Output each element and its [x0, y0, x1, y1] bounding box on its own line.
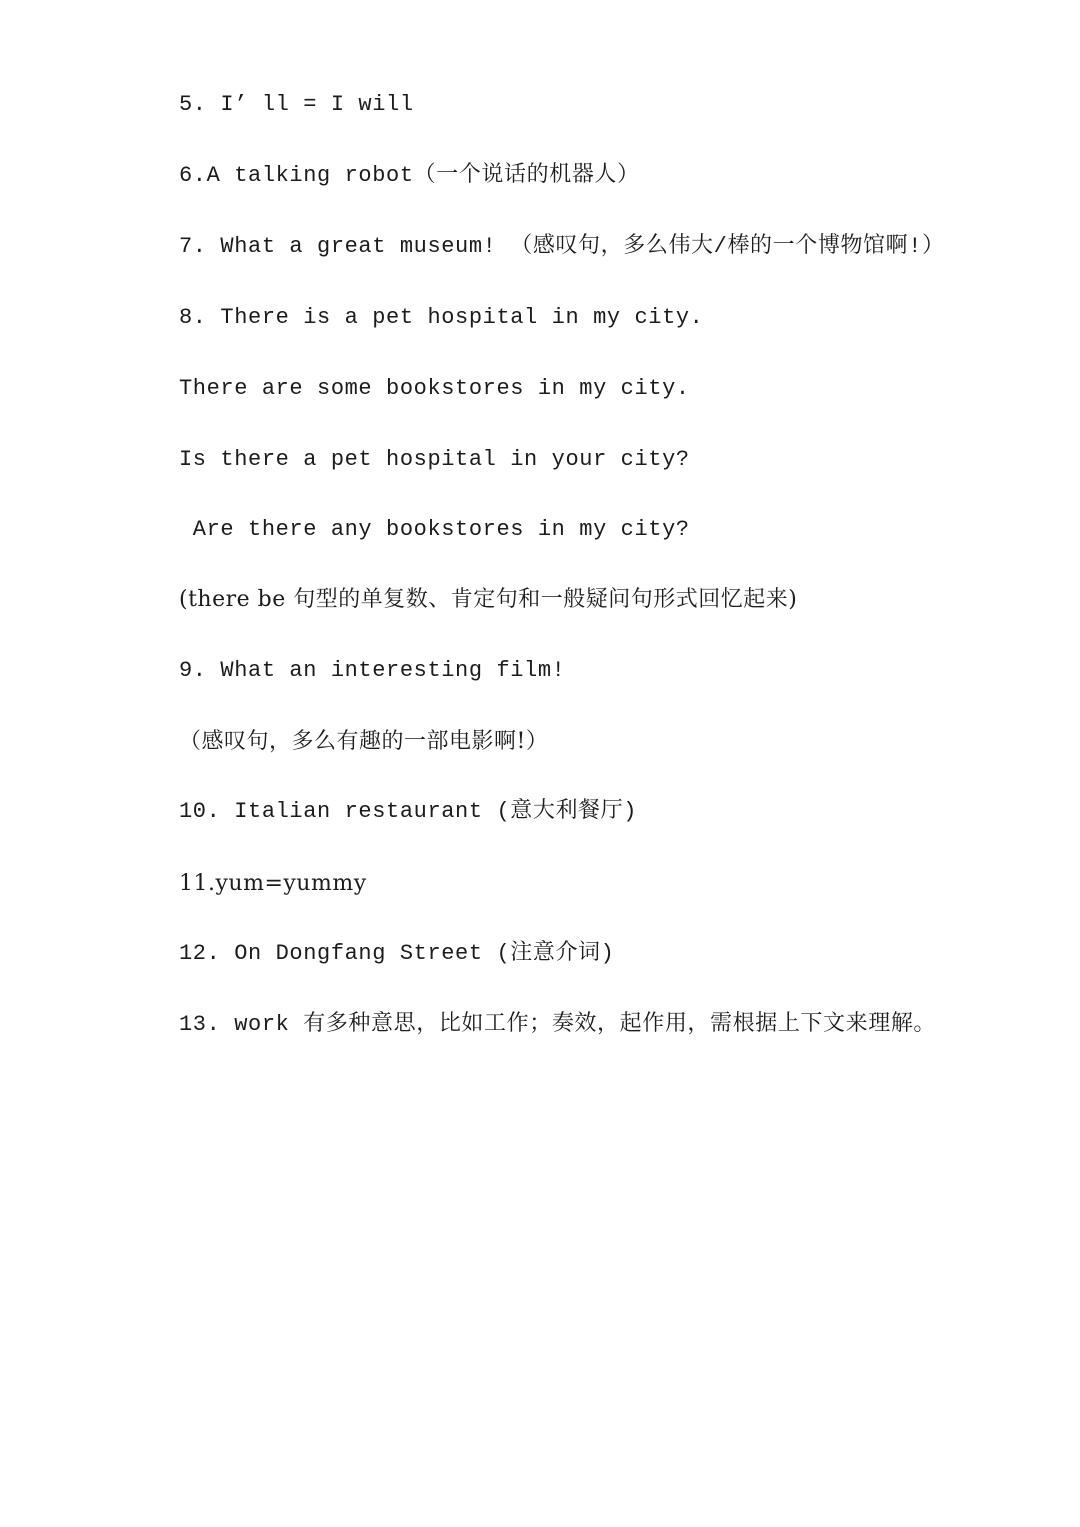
note-line-13: 13. work 有多种意思，比如工作；奏效，起作用，需根据上下文来理解。: [179, 1012, 937, 1037]
note-line-9: 9. What an interesting film!: [179, 658, 566, 683]
note-line-8: 8. There is a pet hospital in my city.: [179, 305, 704, 330]
note-line-8-plural: There are some bookstores in my city.: [179, 376, 690, 401]
note-line-6: 6.A talking robot（一个说话的机器人）: [179, 163, 640, 188]
note-line-12: 12. On Dongfang Street (注意介词): [179, 941, 615, 966]
note-line-5: 5. I’ ll = I will: [179, 92, 414, 117]
note-line-9-explanation: （感叹句，多么有趣的一部电影啊!）: [179, 729, 549, 754]
note-line-8-question-plural: Are there any bookstores in my city?: [179, 517, 690, 542]
note-line-11: 11.yum=yummy: [179, 871, 367, 896]
note-line-10: 10. Italian restaurant (意大利餐厅): [179, 799, 638, 824]
note-line-8-question: Is there a pet hospital in your city?: [179, 447, 690, 472]
note-line-7: 7. What a great museum! （感叹句，多么伟大/棒的一个博物馆啊!）: [179, 234, 945, 259]
note-line-there-be: (there be 句型的单复数、肯定句和一般疑问句形式回忆起来): [179, 587, 798, 612]
